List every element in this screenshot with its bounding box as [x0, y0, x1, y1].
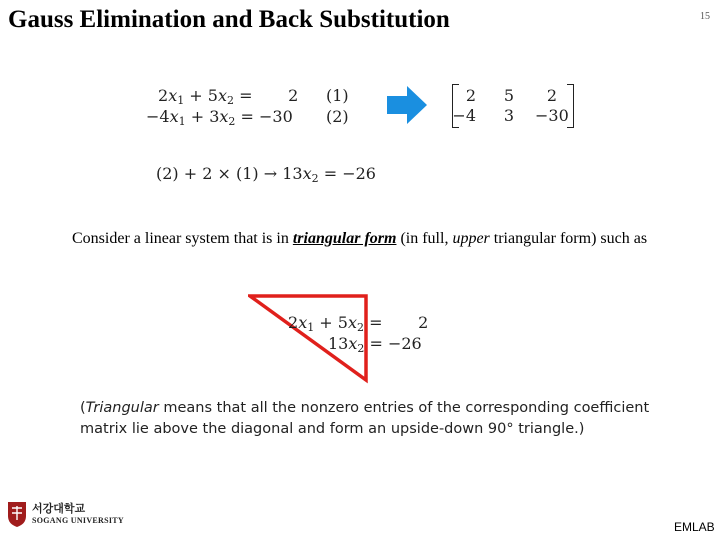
- augmented-matrix: [452, 84, 574, 128]
- emphasis-triangular-form: triangular form: [292, 230, 397, 247]
- right-arrow-icon: [387, 86, 427, 124]
- equation-row-2: $-4x_1 + 3x_2 = -30$: [146, 107, 293, 128]
- equation-tag-1: (1): [326, 86, 349, 105]
- matrix-cell: 2: [546, 86, 557, 105]
- logo-korean-name: 서강대학교: [32, 502, 86, 515]
- equation-row-1: $2x_1 + 5x_2$ = 2: [158, 86, 299, 107]
- matrix-cell: −4: [452, 106, 476, 125]
- slide-title: Gauss Elimination and Back Substitution: [8, 6, 450, 33]
- equation-tag-2: (2): [326, 107, 349, 126]
- logo-english-name: SOGANG UNIVERSITY: [32, 516, 125, 525]
- matrix-cell: 5: [503, 86, 514, 105]
- matrix-cell: 3: [503, 106, 514, 125]
- triangular-equation-row-2: $13x_2 = -26$: [328, 334, 422, 355]
- matrix-cell: 2: [465, 86, 476, 105]
- shield-icon: [6, 500, 28, 528]
- row-operation: $(2) + 2 \times (1) \to 13x_2 = -26$: [156, 164, 376, 185]
- university-logo: [6, 500, 125, 530]
- triangular-equation-row-1: $2x_1 + 5x_2$ = 2: [288, 313, 429, 334]
- page-number: 15: [700, 11, 710, 22]
- description-paragraph: Consider a linear system that is in triangular form (in full, upper triangular form) such as: [72, 230, 648, 247]
- footer-label: EMLAB: [674, 520, 715, 534]
- triangular-note: (Triangular means that all the nonzero entries of the corresponding coefficient matrix lie above the diagonal and form an upside-down 90° triangle.): [80, 400, 650, 437]
- matrix-cell: −30: [535, 106, 569, 125]
